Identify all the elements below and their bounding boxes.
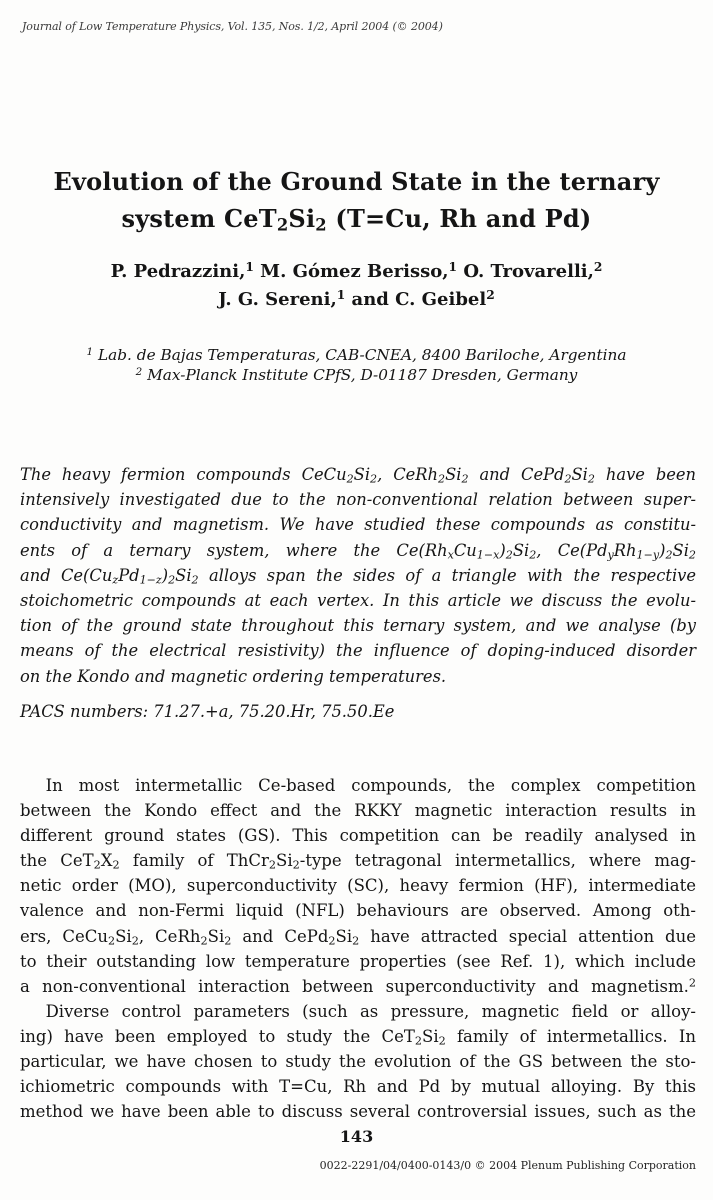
page-number: 143 <box>339 1127 374 1146</box>
paper-title <box>0 164 713 237</box>
text-line: $^1$ Lab. de Bajas Temperaturas, CAB-CNEA, 8400 Bariloche, Argentina <box>86 345 627 364</box>
text-line: and $Ce(Cu_zPd_{1-z})_2Si_2$ alloys span the sides of a triangle with the respective <box>20 565 696 587</box>
text-line: valence and non-Fermi liquid (NFL) behaviours are observed. Among oth- <box>20 901 696 921</box>
text-line: means of the electrical resistivity) the influence of doping-induced disorder <box>20 641 696 661</box>
paragraph-1 <box>20 773 696 999</box>
pacs-numbers: PACS numbers: 71.27.+a, 75.20.Hr, 75.50.Ee <box>20 702 395 721</box>
authors <box>0 258 713 314</box>
text-line: between the Kondo effect and the RKKY magnetic interaction results in <box>20 801 696 821</box>
text-line: to their outstanding low temperature properties (see Ref. 1), which include <box>20 951 696 971</box>
text-line: In most intermetallic Ce-based compounds, the complex competition <box>45 776 696 795</box>
affiliations <box>0 345 713 385</box>
text-line: Diverse control parameters (such as pressure, magnetic field or alloy- <box>45 1001 696 1021</box>
text-line: tion of the ground state throughout this ternary system, and we analyse (by <box>20 616 696 636</box>
text-line: P. Pedrazzini,$^1$ M. Gómez Berisso,$^1$ O. Trovarelli,$^2$ <box>110 259 603 282</box>
text-line: different ground states (GS). This competition can be readily analysed in <box>20 826 696 846</box>
text-line: intensively investigated due to the non-conventional relation between super- <box>20 490 696 510</box>
copyright-line: 0022-2291/04/0400-0143/0 © 2004 Plenum Publishing Corporation <box>319 1159 696 1172</box>
text-line: $^2$ Max-Planck Institute CPfS, D-01187 Dresden, Germany <box>135 365 578 384</box>
text-line: ichiometric compounds with T=Cu, Rh and Pd by mutual alloying. By this <box>20 1077 696 1097</box>
text-line: ers, $CeCu_2Si_2$, $CeRh_2Si_2$ and $CePd_2Si_2$ have attracted special attention due <box>20 926 696 948</box>
text-line: particular, we have chosen to study the evolution of the GS between the sto- <box>20 1052 696 1072</box>
text-line: Evolution of the Ground State in the ternary <box>53 167 660 196</box>
text-line: a non-conventional interaction between superconductivity and magnetism.$^2$ <box>20 976 696 996</box>
abstract <box>20 462 696 689</box>
text-line: system $CeT_2Si_2$ (T=Cu, Rh and Pd) <box>121 203 592 235</box>
text-line: method we have been able to discuss several controversial issues, such as the <box>20 1102 696 1122</box>
text-line: the $CeT_2X_2$ family of $ThCr_2Si_2$-type tetragonal intermetallics, where mag- <box>20 851 696 872</box>
text-line: J. G. Sereni,$^1$ and C. Geibel$^2$ <box>218 287 495 310</box>
text-line: conductivity and magnetism. We have studied these compounds as constitu- <box>20 515 696 535</box>
text-line: stoichometric compounds at each vertex. In this article we discuss the evolu- <box>20 591 696 611</box>
journal-header: Journal of Low Temperature Physics, Vol. 135, Nos. 1/2, April 2004 (© 2004) <box>22 20 443 33</box>
text-line: The heavy fermion compounds $CeCu_2Si_2$, $CeRh_2Si_2$ and $CePd_2Si_2$ have been <box>20 465 696 486</box>
paragraph-2 <box>20 999 696 1124</box>
text-line: ents of a ternary system, where the $Ce(Rh_xCu_{1-x})_2Si_2$, $Ce(Pd_yRh_{1-y})_2Si_2$ <box>20 540 696 562</box>
text-line: on the Kondo and magnetic ordering temperatures. <box>20 666 447 686</box>
text-line: ing) have been employed to study the $CeT_2Si_2$ family of intermetallics. In <box>20 1026 697 1048</box>
body-text <box>20 773 696 1124</box>
text-line: netic order (MO), superconductivity (SC), heavy fermion (HF), intermediate <box>20 876 696 896</box>
